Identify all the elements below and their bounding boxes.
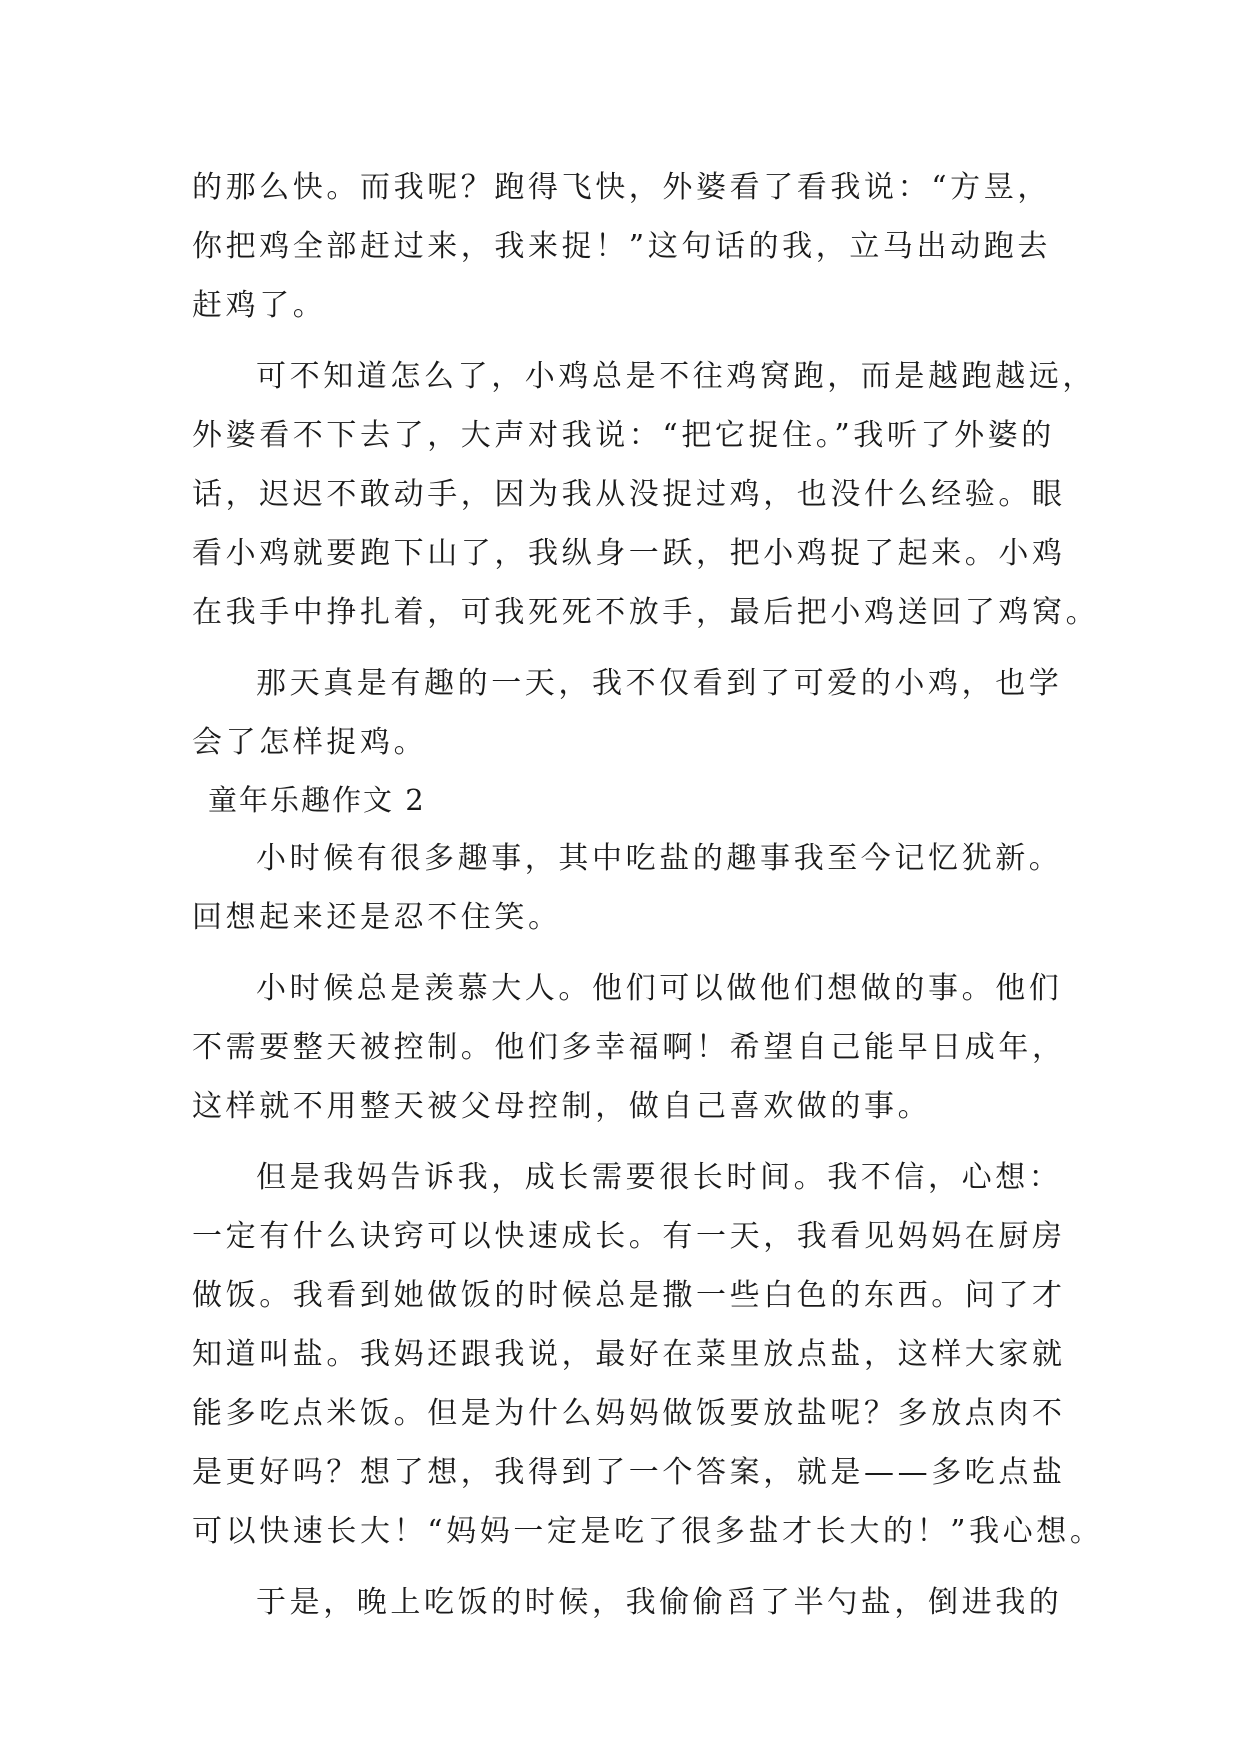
text-line: 但是我妈告诉我，成长需要很长时间。我不信，心想： <box>256 1160 1063 1195</box>
text-line: 回想起来还是忍不住笑。 <box>192 900 562 935</box>
text-line: 一定有什么诀窍可以快速成长。有一天，我看见妈妈在厨房 <box>192 1219 1066 1254</box>
text-line: 知道叫盐。我妈还跟我说，最好在菜里放点盐，这样大家就 <box>192 1337 1066 1372</box>
text-line: 这样就不用整天被父母控制，做自己喜欢做的事。 <box>192 1089 932 1124</box>
text-line: 话，迟迟不敢动手，因为我从没捉过鸡，也没什么经验。眼 <box>192 477 1066 512</box>
text-line: 于是，晚上吃饭的时候，我偷偷舀了半勺盐，倒进我的 <box>256 1585 1063 1620</box>
text-line: 那天真是有趣的一天，我不仅看到了可爱的小鸡，也学 <box>256 666 1063 701</box>
text-line: 看小鸡就要跑下山了，我纵身一跃，把小鸡捉了起来。小鸡 <box>192 536 1066 571</box>
text-line: 在我手中挣扎着，可我死死不放手，最后把小鸡送回了鸡窝。 <box>192 595 1100 630</box>
text-line: 是更好吗？想了想，我得到了一个答案，就是——多吃点盐 <box>192 1455 1066 1490</box>
text-line: 不需要整天被控制。他们多幸福啊！希望自己能早日成年， <box>192 1030 1066 1065</box>
text-line: 的那么快。而我呢？跑得飞快，外婆看了看我说：“方昱， <box>192 170 1051 205</box>
section-heading: 童年乐趣作文 2 <box>208 783 426 817</box>
text-line: 小时候总是羡慕大人。他们可以做他们想做的事。他们 <box>256 971 1063 1006</box>
text-line: 你把鸡全部赶过来，我来捉！”这句话的我，立马出动跑去 <box>192 229 1051 264</box>
text-line: 外婆看不下去了，大声对我说：“把它捉住。”我听了外婆的 <box>192 418 1055 453</box>
text-line: 做饭。我看到她做饭的时候总是撒一些白色的东西。问了才 <box>192 1278 1066 1313</box>
text-line: 可以快速长大！“妈妈一定是吃了很多盐才长大的！”我心想。 <box>192 1514 1104 1549</box>
text-line: 会了怎样捉鸡。 <box>192 725 428 760</box>
text-line: 能多吃点米饭。但是为什么妈妈做饭要放盐呢？多放点肉不 <box>192 1396 1066 1431</box>
text-line: 小时候有很多趣事，其中吃盐的趣事我至今记忆犹新。 <box>256 841 1063 876</box>
text-line: 赶鸡了。 <box>192 288 327 323</box>
text-line: 可不知道怎么了，小鸡总是不往鸡窝跑，而是越跑越远， <box>256 359 1096 394</box>
